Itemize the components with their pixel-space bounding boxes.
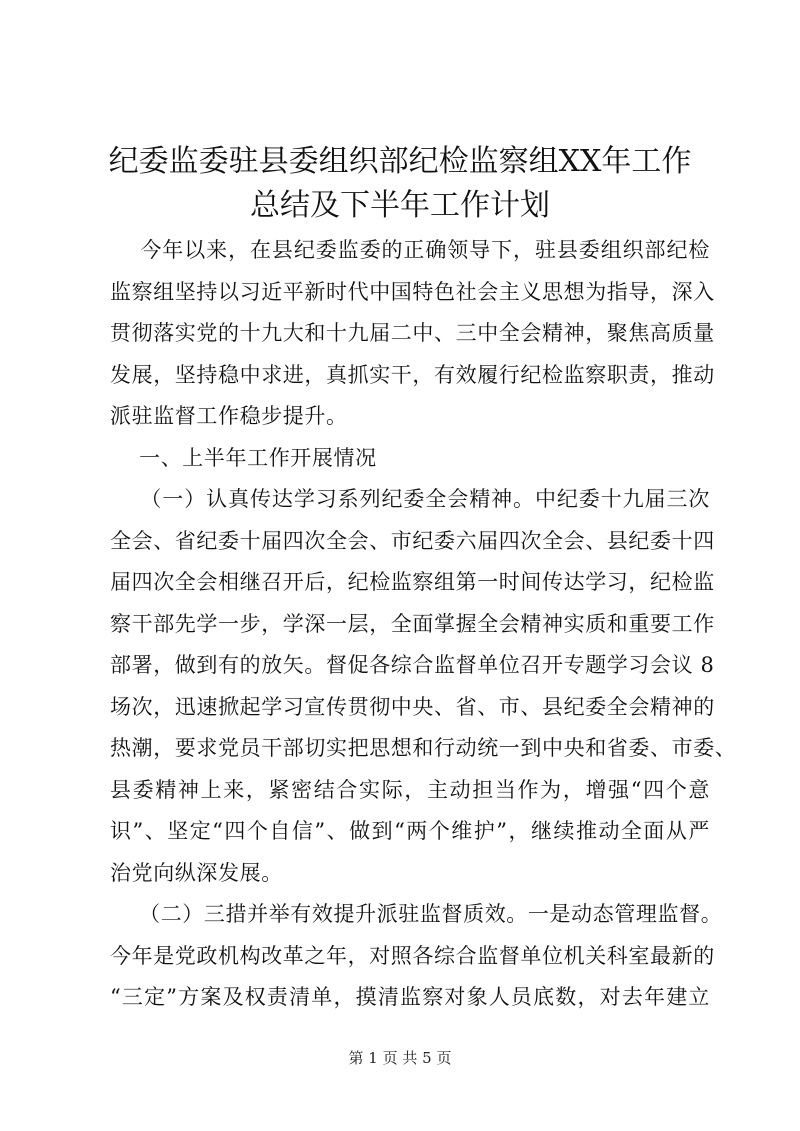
section-heading: 一、上半年工作开展情况: [110, 445, 377, 470]
paragraph-line: 全会、省纪委十届四次全会、市纪委六届四次全会、县纪委十四: [110, 528, 715, 553]
paragraph-line: 届四次全会相继召开后，纪检监察组第一时间传达学习，纪检监: [110, 570, 715, 594]
paragraph-line: 派驻监督工作稳步提升。: [110, 404, 348, 428]
paragraph-line: 发展，坚持稳中求进，真抓实干，有效履行纪检监察职责，推动: [110, 362, 715, 387]
paragraph-line: （二）三措并举有效提升派驻监督质效。一是动态管理监督。: [110, 902, 723, 926]
paragraph-line: 今年以来，在县纪委监委的正确领导下，驻县委组织部纪检: [110, 238, 710, 262]
document-body: [110, 230, 737, 1019]
paragraph-line: 察干部先学一步，学深一层，全面掌握全会精神实质和重要工作: [110, 611, 715, 636]
paragraph-line: 今年是党政机构改革之年，对照各综合监督单位机关科室最新的: [110, 943, 715, 968]
paragraph-line: 热潮，要求党员干部切实把思想和行动统一到中央和省委、市委、: [110, 736, 737, 760]
paragraph-line: 识”、坚定“四个自信”、做到“两个维护”，继续推动全面从严: [110, 819, 710, 843]
document-title-line-1: 纪委监委驻县委组织部纪检监察组XX年工作: [108, 144, 692, 179]
paragraph-line: 部署，做到有的放矢。督促各综合监督单位召开专题学习会议 8: [110, 653, 715, 677]
paragraph-line: 县委精神上来，紧密结合实际，主动担当作为，增强“四个意: [110, 777, 710, 802]
paragraph-line: “三定”方案及权责清单，摸清监察对象人员底数，对去年建立: [110, 985, 710, 1009]
paragraph-line: 治党向纵深发展。: [110, 860, 283, 885]
page-footer: 第 1 页 共 5 页: [348, 1049, 452, 1067]
paragraph-line: 贯彻落实党的十九大和十九届二中、三中全会精神，聚焦高质量: [110, 321, 715, 345]
paragraph-line: （一）认真传达学习系列纪委全会精神。中纪委十九届三次: [110, 487, 710, 511]
paragraph-line: 监察组坚持以习近平新时代中国特色社会主义思想为指导，深入: [110, 279, 715, 304]
paragraph-line: 场次，迅速掀起学习宣传贯彻中央、省、市、县纪委全会精神的: [110, 694, 715, 719]
document-title-line-2: 总结及下半年工作计划: [250, 188, 550, 223]
